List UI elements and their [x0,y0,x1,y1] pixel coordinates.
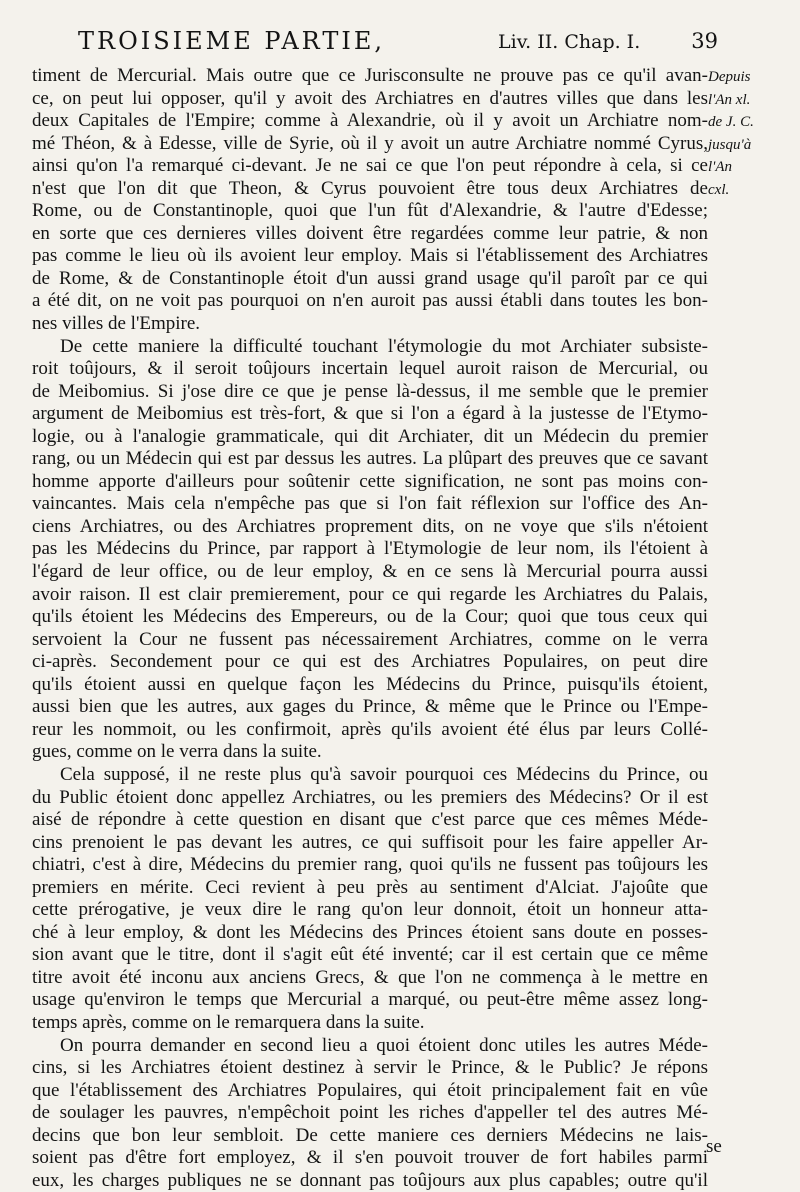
text-line: aisé de répondre à cette question en disant que c'est parce que ces mêmes Méde- [32,809,708,831]
margin-note-line: l'An xl. [708,91,751,108]
text-line: usage qu'environ le temps que Mercurial a marqué, ou peut-être même assez long- [32,989,708,1011]
text-line: qu'ils étoient aussi en quelque façon les Médecins du Prince, puisqu'ils étoient, [32,673,708,695]
text-line: en sorte que ces dernieres villes doivent être regardées comme leur patrie, & non [32,222,708,244]
text-line: temps après, comme on le remarquera dans la suite. [32,1011,425,1033]
text-line: de Rome, & de Constantinople étoit d'un aussi grand usage qu'il paroît par ce qui [32,267,708,289]
margin-note-line: l'An [708,159,733,176]
text-line: soient pas d'être fort employez, & il s'en pouvoit trouver de fort habiles parmi [32,1147,708,1169]
text-line: du Public étoient donc appellez Archiatres, ou les premiers des Médecins? Or il est [32,786,708,808]
margin-note-line: cxl. [708,181,730,198]
text-line: decins que bon leur sembloit. De cette maniere ces derniers Médecins ne lais- [32,1124,708,1146]
text-line: reur les nommoit, ou les confirmoit, après qu'ils avoient été élus par leurs Collé- [32,718,708,740]
text-line: mé Théon, & à Edesse, ville de Syrie, où il y avoit un autre Archiatre nommé Cyrus, [32,132,708,154]
text-line: de Meibomius. Si j'ose dire ce que je pense là-dessus, il me semble que le premier [32,380,708,402]
text-line: premiers en mérite. Ceci revient à peu près au sentiment d'Alciat. J'ajoûte que [32,876,708,898]
text-line: vaincantes. Mais cela n'empêche pas que si l'on fait réflexion sur l'office des An- [32,493,708,515]
text-line: homme apporte d'ailleurs pour soûtenir cette signification, ne sont pas moins con- [32,470,708,492]
book-chapter-reference: Liv. II. Chap. I. [498,31,641,53]
text-line: chiatri, c'est à dire, Médecins du premier rang, quoi qu'ils ne fussent pas toûjours les [32,854,708,876]
body-text [32,65,708,1192]
text-line: cins, si les Archiatres étoient destinez à servir le Prince, & le Public? Je répons [32,1057,708,1079]
text-line: gues, comme on le verra dans la suite. [32,741,322,763]
text-line: rang, ou un Médecin qui est par dessus les autres. La plûpart des preuves que ce savant [32,448,708,470]
text-line: timent de Mercurial. Mais outre que ce Jurisconsulte ne prouve pas ce qu'il avan- [32,65,708,86]
text-line: eux, les charges publiques ne se donnant pas toûjours aux plus capables; outre qu'il [32,1169,708,1191]
margin-note-line: Depuis [708,69,751,85]
text-line: aussi bien que les autres, aux gages du Prince, & même que le Prince ou l'Empe- [32,696,708,718]
text-line: a été dit, on ne voit pas pourquoi on n'en auroit pas aussi établi dans toutes les bon- [32,290,708,312]
text-line: n'est que l'on dit que Theon, & Cyrus pouvoient être tous deux Archiatres de [32,177,708,199]
text-line: De cette maniere la difficulté touchant l'étymologie du mot Archiater subsiste- [60,335,708,357]
text-line: argument de Meibomius est très-fort, & que si l'on a égard à la justesse de l'Etymo- [32,403,708,425]
text-line: pas les Médecins du Prince, par rapport à l'Etymologie de leur nom, ils l'étoient à [32,538,708,560]
text-line: avoir raison. Il est clair premierement, pour ce qui regarde les Archiatres du Palais, [32,583,708,605]
text-line: deux Capitales de l'Empire; comme à Alexandrie, où il y avoit un Archiatre nom- [32,110,708,132]
text-line: l'égard de leur office, ou de leur employ, & en ce sens là Mercurial pourra aussi [32,561,708,583]
text-line: sion avant que le titre, dont il s'agit eût été inventé; car il est certain que ce même [32,944,708,966]
page-header [78,27,718,61]
page-number: 39 [691,29,718,53]
text-line: ce, on peut lui opposer, qu'il y avoit des Archiatres en d'autres villes que dans les [32,87,708,109]
catchword: se [706,1136,722,1157]
text-line: servoient la Cour ne fussent pas nécessairement Archiatres, comme on le verra [32,628,708,650]
text-line: Rome, ou de Constantinople, quoi que l'un fût d'Alexandrie, & l'autre d'Edesse; [32,200,708,222]
text-line: ciens Archiatres, ou des Archiatres proprement dits, on ne voye que s'ils n'étoient [32,515,708,537]
text-line: ainsi qu'on l'a remarqué ci-devant. Je ne sai ce que l'on peut répondre à cela, si ce [32,155,708,177]
text-line: On pourra demander en second lieu a quoi étoient donc utiles les autres Méde- [60,1034,708,1056]
text-line: que l'établissement des Archiatres Populaires, qui étoit principalement fait en vûe [32,1079,708,1101]
text-line: ché à leur employ, & dont les Médecins des Princes étoient sans doute en posses- [32,921,708,943]
text-line: nes villes de l'Empire. [32,313,201,335]
text-line: de soulager les pauvres, n'empêchoit point les riches d'appeller tel des autres Mé- [32,1102,708,1124]
margin-note-line: de J. C. [708,114,754,131]
text-line: cette prérogative, je veux dire le rang qu'on leur donnoit, étoit un honneur atta- [32,899,708,921]
text-line: cins prenoient le pas devant les autres, ce qui suffisoit pour les faire appeller Ar- [32,831,708,853]
margin-note [708,66,798,201]
text-line: titre avoit été inconu aux anciens Grecs, & que l'on ne commença à le mettre en [32,966,708,988]
margin-note-line: jusqu'à [708,136,752,153]
text-line: logie, ou à l'analogie grammaticale, qui dit Archiater, dit un Médecin du premier [32,425,708,447]
running-title: TROISIEME PARTIE, [78,27,385,55]
text-line: roit toûjours, & il seroit toûjours incertain lequel auroit raison de Mercurial, ou [32,358,708,380]
text-line: pas comme le lieu où ils avoient leur employ. Mais si l'établissement des Archiatres [32,245,708,267]
text-line: Cela supposé, il ne reste plus qu'à savoir pourquoi ces Médecins du Prince, ou [60,763,708,785]
text-line: ci-après. Secondement pour ce qui est des Archiatres Populaires, on peut dire [32,651,708,673]
text-line: qu'ils étoient les Médecins des Empereurs, ou de la Cour; quoi que tous ceux qui [32,606,708,628]
